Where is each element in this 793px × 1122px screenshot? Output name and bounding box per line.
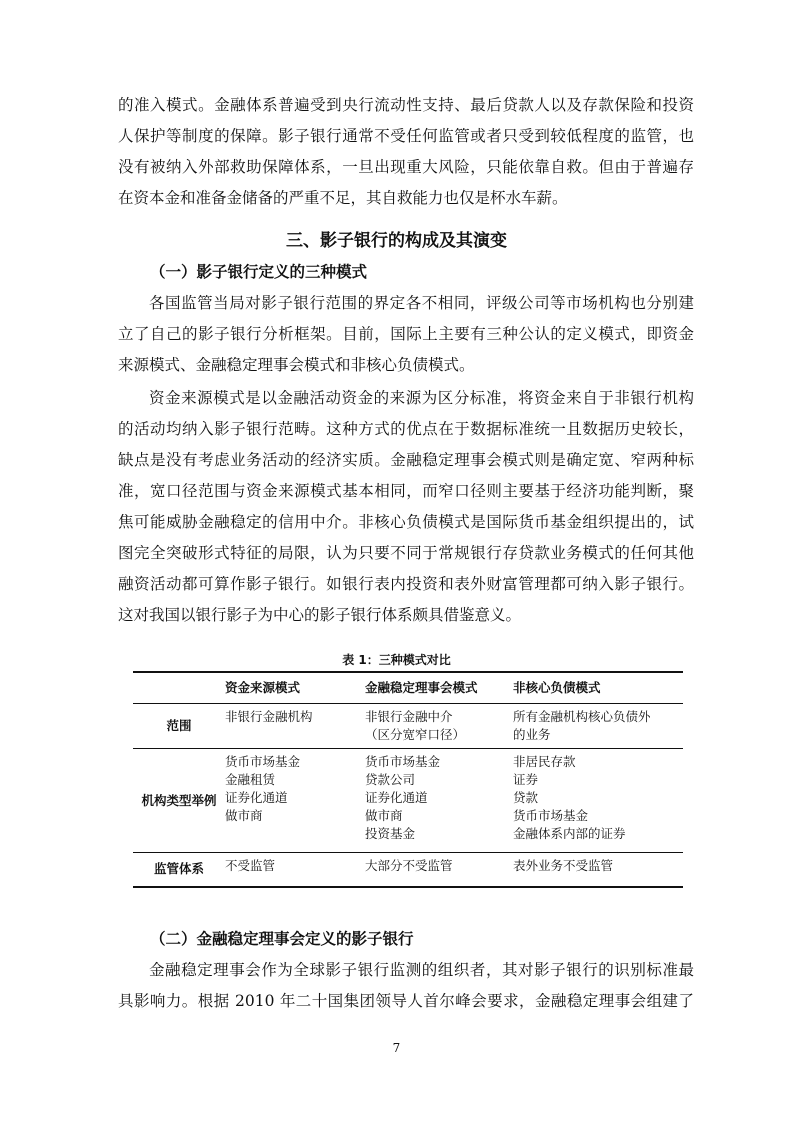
cell-line: 大部分不受监管 bbox=[365, 858, 453, 873]
cell-line: 贷款 bbox=[513, 790, 539, 805]
table-cell bbox=[225, 704, 365, 749]
paragraph-intro bbox=[118, 90, 694, 214]
cell-line: 做市商 bbox=[365, 808, 403, 823]
table-cell bbox=[365, 853, 513, 887]
table-header-cell: 金融稳定理事会模式 bbox=[365, 672, 513, 704]
cell-line: 投资基金 bbox=[365, 826, 416, 841]
table-row-label bbox=[133, 749, 225, 853]
row-label-line: 举例 bbox=[191, 792, 217, 808]
text-line: 人保护等制度的保障。影子银行通常不受任何监管或者只受到较低程度的监管，也 bbox=[118, 127, 694, 145]
text-line: 各国监管当局对影子银行范围的界定各不相同，评级公司等市场机构也分别建 bbox=[149, 294, 694, 312]
table-header-blank bbox=[133, 672, 225, 704]
cell-line: 所有金融机构核心负债外 bbox=[513, 709, 651, 724]
table-header-row bbox=[133, 672, 683, 704]
table-row bbox=[133, 853, 683, 887]
text-line: 金融稳定理事会作为全球影子银行监测的组织者，其对影子银行的识别标准最 bbox=[149, 961, 694, 979]
table-cell bbox=[513, 853, 683, 887]
cell-line: 货币市场基金 bbox=[365, 754, 441, 769]
table-header-cell: 资金来源模式 bbox=[225, 672, 365, 704]
row-label-line: 机构类型 bbox=[141, 792, 192, 808]
cell-line: 货币市场基金 bbox=[225, 754, 301, 769]
table-header-cell: 非核心负债模式 bbox=[513, 672, 683, 704]
text-line: 在资本金和准备金储备的严重不足，其自救能力也仅是杯水车薪。 bbox=[118, 189, 568, 207]
text-line: 图完全突破形式特征的局限，认为只要不同于常规银行存贷款业务模式的任何其他 bbox=[118, 544, 694, 562]
cell-line: 非银行金融机构 bbox=[225, 709, 313, 724]
table-row bbox=[133, 704, 683, 749]
row-label-line: 监管体系 bbox=[153, 861, 204, 877]
table-cell bbox=[225, 853, 365, 887]
cell-line: 证券 bbox=[513, 772, 539, 787]
cell-line: 证券化通道 bbox=[225, 790, 288, 805]
text-line: 焦可能威胁金融稳定的信用中介。非核心负债模式是国际货币基金组织提出的，试 bbox=[118, 513, 694, 531]
cell-line: 非居民存款 bbox=[513, 754, 576, 769]
paragraph-fsb bbox=[118, 955, 694, 1017]
paragraph-definition-overview bbox=[118, 288, 694, 381]
table-row-label bbox=[133, 853, 225, 887]
table-caption: 表 1：三种模式对比 bbox=[342, 653, 451, 667]
page-number: 7 bbox=[392, 1041, 401, 1055]
cell-line: 做市商 bbox=[225, 808, 263, 823]
section-title: 三、影子银行的构成及其演变 bbox=[286, 231, 507, 251]
text-line: 准，宽口径范围与资金来源模式基本相同，而窄口径则主要基于经济功能判断，聚 bbox=[118, 482, 694, 500]
cell-line: 金融租赁 bbox=[225, 772, 276, 787]
text-line: 缺点是没有考虑业务活动的经济实质。金融稳定理事会模式则是确定宽、窄两种标 bbox=[118, 451, 694, 469]
cell-line: 表外业务不受监管 bbox=[513, 858, 614, 873]
cell-line: （区分宽窄口径） bbox=[365, 727, 466, 742]
cell-line: 的业务 bbox=[513, 727, 551, 742]
table-cell bbox=[225, 749, 365, 853]
text-line: 这对我国以银行影子为中心的影子银行体系颇具借鉴意义。 bbox=[118, 606, 522, 624]
table-cell bbox=[365, 704, 513, 749]
table-cell bbox=[513, 749, 683, 853]
text-line: 来源模式、金融稳定理事会模式和非核心负债模式。 bbox=[118, 356, 475, 374]
text-line: 的活动均纳入影子银行范畴。这种方式的优点在于数据标准统一且数据历史较长， bbox=[118, 420, 694, 438]
table-cell bbox=[365, 749, 513, 853]
text-line: 没有被纳入外部救助保障体系，一旦出现重大风险，只能依靠自救。但由于普遍存 bbox=[118, 158, 694, 176]
table-row bbox=[133, 749, 683, 853]
text-line: 立了自己的影子银行分析框架。目前，国际上主要有三种公认的定义模式，即资金 bbox=[118, 325, 694, 343]
cell-line: 非银行金融中介 bbox=[365, 709, 453, 724]
subsection-title-2: （二）金融稳定理事会定义的影子银行 bbox=[150, 930, 414, 948]
cell-line: 不受监管 bbox=[225, 858, 276, 873]
text-line: 的准入模式。金融体系普遍受到央行流动性支持、最后贷款人以及存款保险和投资 bbox=[118, 96, 694, 114]
row-label-line: 范围 bbox=[166, 718, 192, 733]
comparison-table bbox=[133, 671, 683, 888]
text-line: 资金来源模式是以金融活动资金的来源为区分标准，将资金来自于非银行机构 bbox=[149, 389, 694, 407]
cell-line: 证券化通道 bbox=[365, 790, 428, 805]
paragraph-three-modes bbox=[118, 383, 694, 631]
subsection-title-1: （一）影子银行定义的三种模式 bbox=[150, 263, 368, 281]
cell-line: 货币市场基金 bbox=[513, 808, 589, 823]
table-row-label bbox=[133, 704, 225, 749]
cell-line: 贷款公司 bbox=[365, 772, 416, 787]
text-line: 融资活动都可算作影子银行。如银行表内投资和表外财富管理都可纳入影子银行。 bbox=[118, 575, 694, 593]
table-cell bbox=[513, 704, 683, 749]
cell-line: 金融体系内部的证券 bbox=[513, 826, 626, 841]
text-line: 具影响力。根据 2010 年二十国集团领导人首尔峰会要求，金融稳定理事会组建了 bbox=[118, 992, 694, 1010]
